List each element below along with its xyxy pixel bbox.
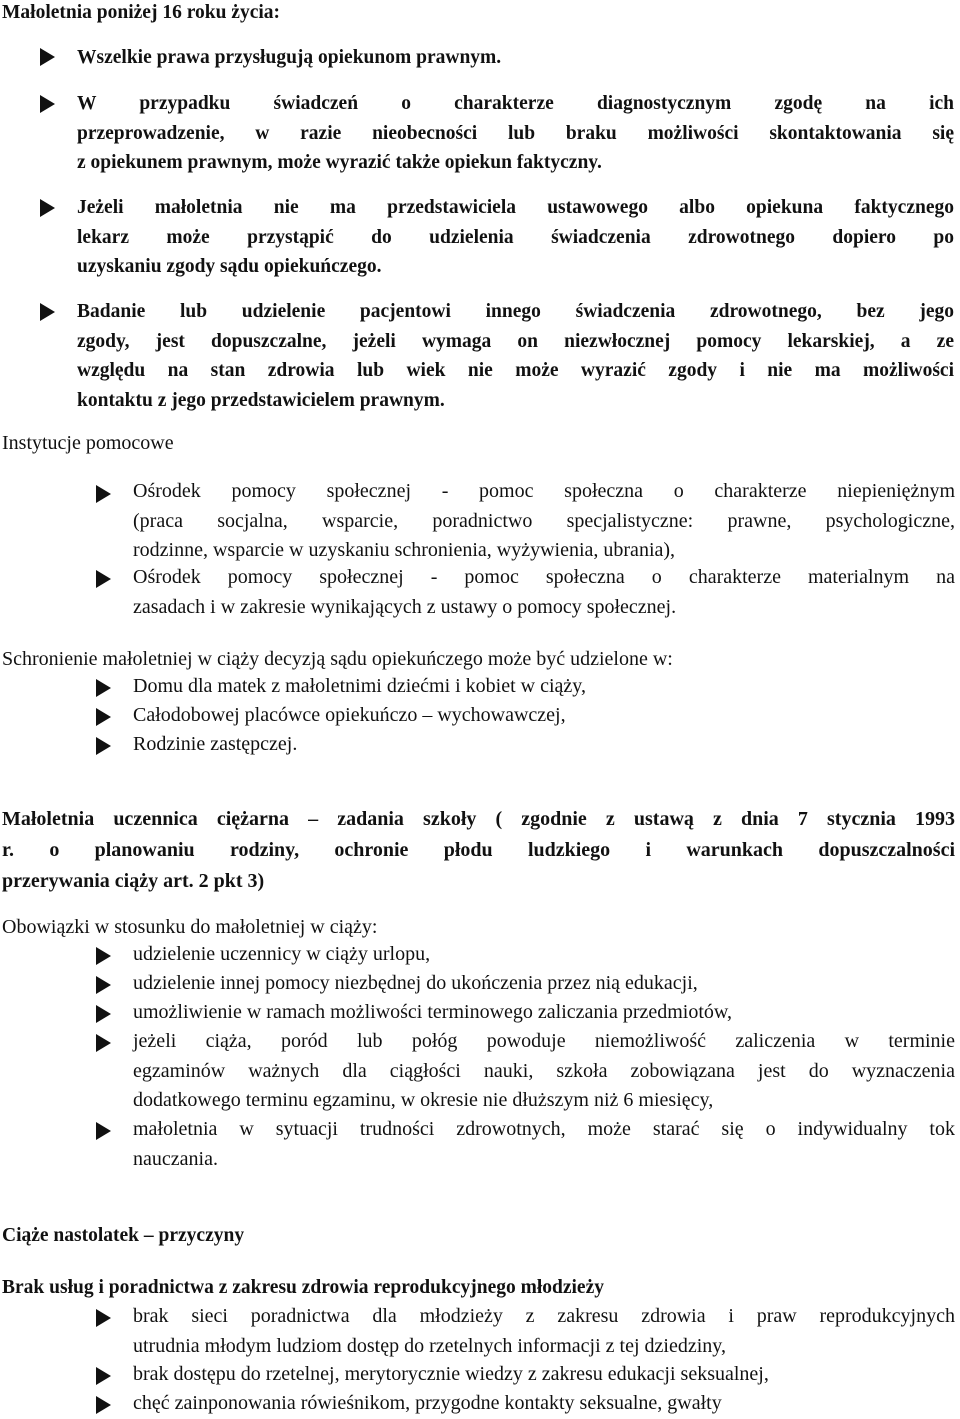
bullet-arrow-icon: [40, 303, 55, 321]
s5-item-3: umożliwienie w ramach możliwości terminowego zaliczania przedmiotów,: [133, 1001, 733, 1023]
s2-item-1-line-3: rodzinne, wsparcie w uzyskaniu schronienia, wyżywienia, ubrania),: [133, 539, 676, 561]
s3-item-3: Rodzinie zastępczej.: [133, 733, 298, 755]
s5-item-4-line-3: dodatkowego terminu egzaminu, w okresie nie dłuższym niż 6 miesięcy,: [133, 1089, 714, 1111]
bullet-arrow-icon: [96, 1005, 111, 1023]
s1-item-2-line-2: przeprowadzenie, w razie nieobecności lub braku możliwości skontaktowania się: [77, 122, 954, 144]
s6-item-3: chęć zainponowania rówieśnikom, przygodne kontakty seksualne, gwałty: [133, 1392, 722, 1414]
s1-item-2: [77, 89, 954, 178]
s4-heading-line-3: przerywania ciąży art. 2 pkt 3): [2, 870, 265, 892]
s1-item-1-line-1: Wszelkie prawa przysługują opiekunom prawnym.: [77, 47, 502, 68]
s1-item-4-line-4: kontaktu z jego przedstawicielem prawnym.: [77, 389, 445, 411]
s5-item-5: [133, 1115, 955, 1174]
s5-item-2: udzielenie innej pomocy niezbędnej do ukończenia przez nią edukacji,: [133, 972, 698, 994]
bullet-arrow-icon: [40, 48, 55, 66]
s2-item-2: [133, 563, 955, 622]
s5-item-1: udzielenie uczennicy w ciąży urlopu,: [133, 943, 431, 965]
s2-item-1-line-2: (praca socjalna, wsparcie, poradnictwo specjalistyczne: prawne, psychologiczne,: [133, 509, 955, 532]
bullet-arrow-icon: [96, 485, 111, 503]
s1-item-4: [77, 297, 954, 415]
bullet-arrow-icon: [96, 976, 111, 994]
s1-item-4-line-3: względu na stan zdrowia lub wiek nie może wyrazić zgody i nie ma możliwości: [77, 360, 954, 381]
s3-item-1: Domu dla matek z małoletnimi dziećmi i kobiet w ciąży,: [133, 675, 587, 697]
s6-item-1: [133, 1302, 955, 1361]
s5-item-4: [133, 1027, 955, 1116]
section-4-heading: [2, 804, 955, 897]
s2-item-2-line-2: zasadach i w zakresie wynikających z ustawy o pomocy społecznej.: [133, 595, 677, 618]
s2-item-1: [133, 477, 955, 566]
bullet-arrow-icon: [96, 1367, 111, 1385]
bullet-arrow-icon: [40, 199, 55, 217]
bullet-arrow-icon: [40, 95, 55, 113]
s1-item-2-line-1: W przypadku świadczeń o charakterze diagnostycznym zgodę na ich: [77, 93, 954, 114]
bullet-arrow-icon: [96, 1309, 111, 1327]
s1-item-3-line-3: uzyskaniu zgody sądu opiekuńczego.: [77, 256, 382, 277]
bullet-arrow-icon: [96, 947, 111, 965]
s1-item-3-line-1: Jeżeli małoletnia nie ma przedstawiciela ustawowego albo opiekuna faktycznego: [77, 197, 954, 218]
section-2-heading: Instytucje pomocowe: [2, 432, 174, 454]
s6-item-1-line-1: brak sieci poradnictwa dla młodzieży z zakresu zdrowia i praw reprodukcyjnych: [133, 1305, 955, 1327]
bullet-arrow-icon: [96, 708, 111, 726]
bullet-arrow-icon: [96, 570, 111, 588]
s5-item-5-line-1: małoletnia w sytuacji trudności zdrowotnych, może starać się o indywidualny tok: [133, 1118, 955, 1140]
s2-item-2-line-1: Ośrodek pomocy społecznej - pomoc społeczna o charakterze materialnym na: [133, 566, 955, 588]
s1-item-4-line-1: Badanie lub udzielenie pacjentowi innego świadczenia zdrowotnego, bez jego: [77, 301, 954, 322]
section-6-heading: Ciąże nastolatek – przyczyny: [2, 1225, 245, 1246]
s1-item-3-line-2: lekarz może przystąpić do udzielenia świadczenia zdrowotnego dopiero po: [77, 226, 954, 248]
s6-item-2: brak dostępu do rzetelnej, merytorycznie wiedzy z zakresu edukacji seksualnej,: [133, 1363, 769, 1385]
s2-item-1-line-1: Ośrodek pomocy społecznej - pomoc społeczna o charakterze niepieniężnym: [133, 480, 955, 502]
s4-heading-line-2: r. o planowaniu rodziny, ochronie płodu ludzkiego i warunkach dopuszczalności: [2, 839, 955, 861]
s3-item-2: Całodobowej placówce opiekuńczo – wychowawczej,: [133, 704, 566, 726]
section-5-heading: Obowiązki w stosunku do małoletniej w ciąży:: [2, 916, 378, 938]
bullet-arrow-icon: [96, 1034, 111, 1052]
s5-item-4-line-2: egzaminów ważnych dla ciągłości nauki, szkoła zobowiązana jest do wyznaczenia: [133, 1059, 955, 1082]
s1-item-2-line-3: z opiekunem prawnym, może wyrazić także opiekun faktyczny.: [77, 152, 602, 173]
bullet-arrow-icon: [96, 679, 111, 697]
s1-item-4-line-2: zgody, jest dopuszczalne, jeżeli wymaga on niezwłocznej pomocy lekarskiej, a ze: [77, 330, 954, 352]
s4-heading-line-1: Małoletnia uczennica ciężarna – zadania szkoły ( zgodnie z ustawą z dnia 7 stycznia 1993: [2, 808, 955, 830]
s5-item-4-line-1: jeżeli ciąża, poród lub połóg powoduje niemożliwość zaliczenia w terminie: [133, 1030, 955, 1052]
s1-item-3: [77, 193, 954, 282]
s5-item-5-line-2: nauczania.: [133, 1147, 218, 1170]
section-3-heading: Schronienie małoletniej w ciąży decyzją sądu opiekuńczego może być udzielone w:: [2, 648, 673, 670]
section-6-subheading: Brak usług i poradnictwa z zakresu zdrowia reprodukcyjnego młodzieży: [2, 1277, 604, 1298]
bullet-arrow-icon: [96, 737, 111, 755]
section-1-heading: Małoletnia poniżej 16 roku życia:: [2, 2, 281, 23]
s6-item-1-line-2: utrudnia młodym ludziom dostęp do rzetelnych informacji z tej dziedziny,: [133, 1334, 726, 1357]
bullet-arrow-icon: [96, 1396, 111, 1414]
bullet-arrow-icon: [96, 1122, 111, 1140]
